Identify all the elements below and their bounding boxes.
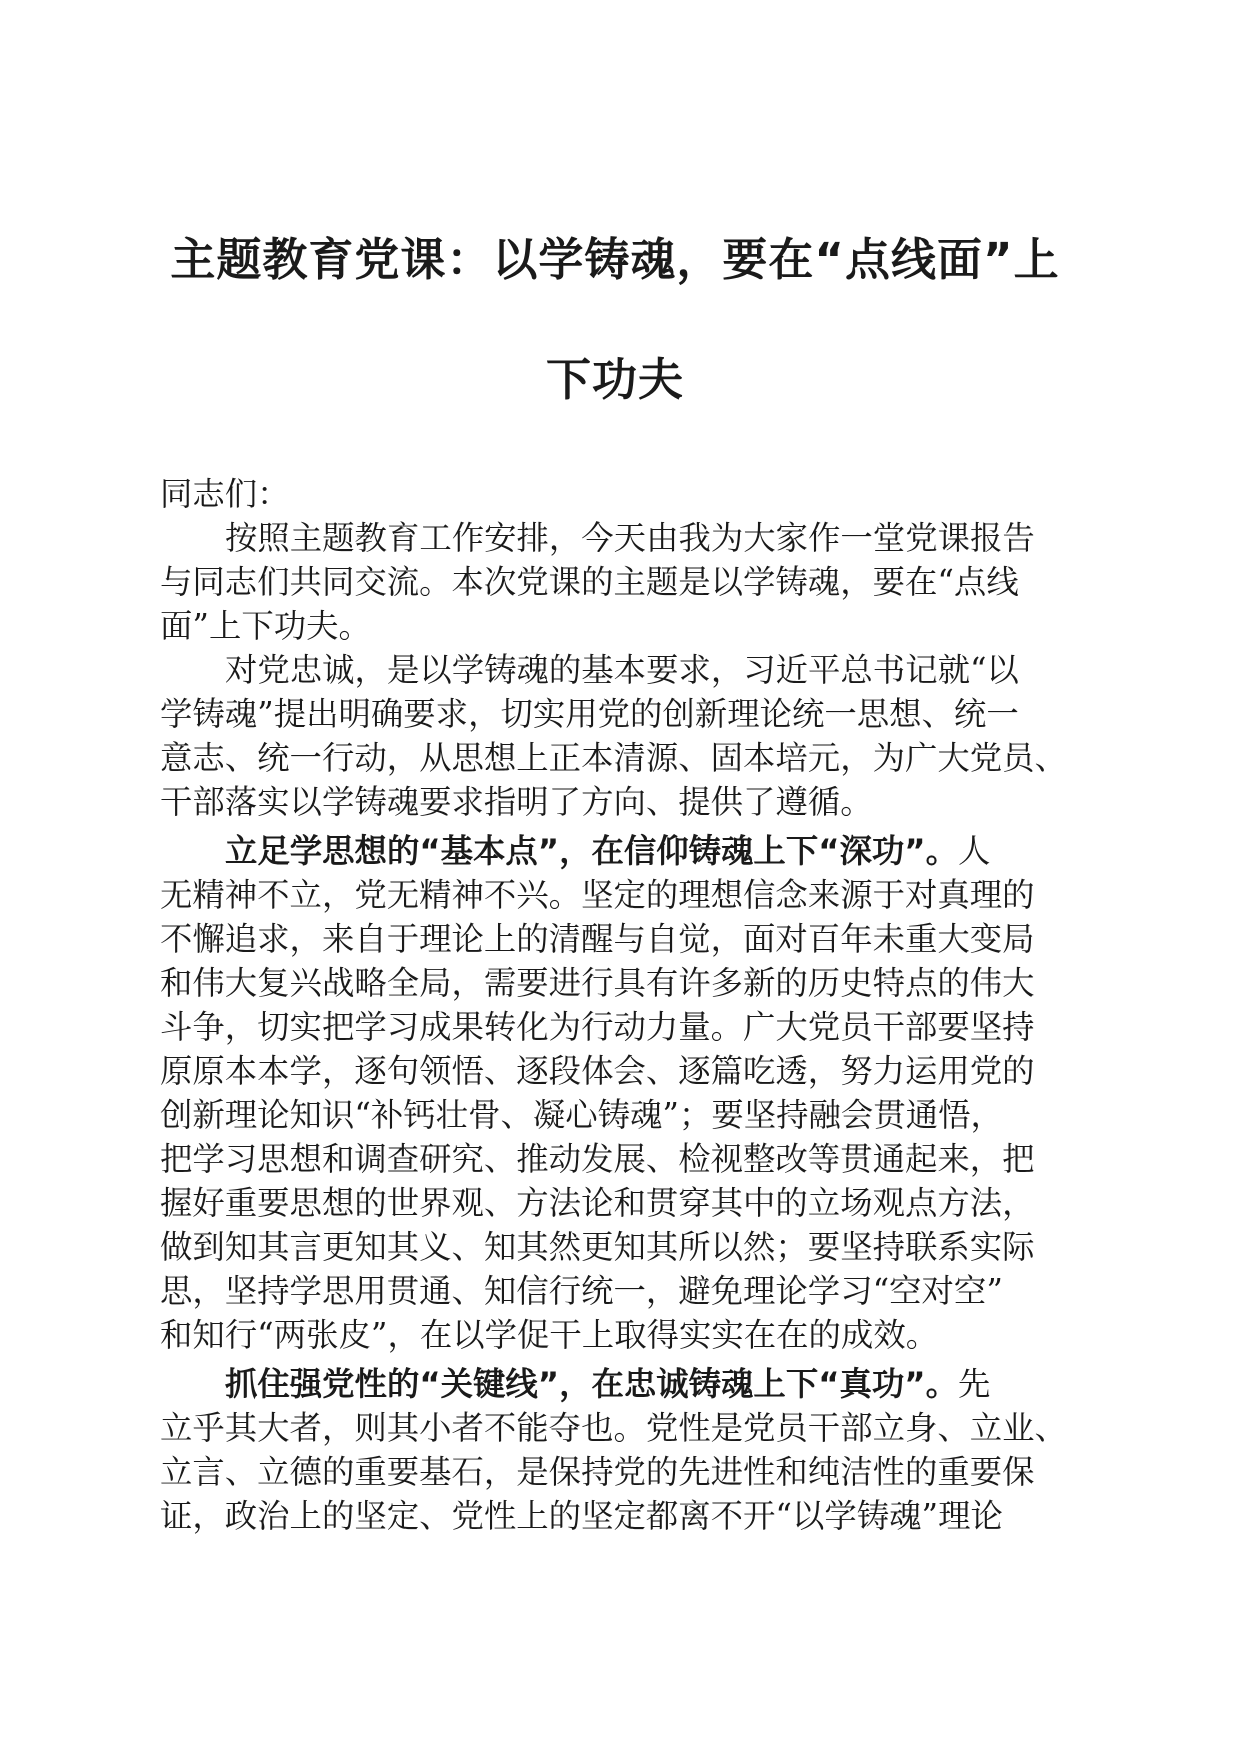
salutation: 同志们： (160, 475, 290, 513)
paragraph-1-line: 面”上下功夫。 (160, 607, 371, 645)
document-title-line-1: 主题教育党课：以学铸魂，要在“点线面”上 (170, 233, 1060, 286)
paragraph-3-line: 斗争，切实把学习成果转化为行动力量。广大党员干部要坚持 (160, 1008, 1035, 1046)
paragraph-1-line: 按照主题教育工作安排，今天由我为大家作一堂党课报告 (225, 519, 1035, 557)
document-title-line-2: 下功夫 (545, 353, 684, 406)
paragraph-2-line: 干部落实以学铸魂要求指明了方向、提供了遵循。 (160, 783, 873, 821)
paragraph-3-line: 无精神不立，党无精神不兴。坚定的理想信念来源于对真理的 (160, 876, 1035, 914)
paragraph-4-text: 先 (957, 1365, 991, 1403)
paragraph-4-line: 证，政治上的坚定、党性上的坚定都离不开“以学铸魂”理论 (160, 1497, 1003, 1535)
paragraph-3-heading: 立足学思想的“基本点”，在信仰铸魂上下“深功”。 (225, 832, 958, 870)
paragraph-3-first-line (160, 829, 1080, 873)
paragraph-3-line: 和伟大复兴战略全局，需要进行具有许多新的历史特点的伟大 (160, 964, 1035, 1002)
paragraph-4-line: 立言、立德的重要基石，是保持党的先进性和纯洁性的重要保 (160, 1453, 1035, 1491)
paragraph-3-text: 人 (957, 832, 991, 870)
paragraph-4-line: 立乎其大者，则其小者不能夺也。党性是党员干部立身、立业、 (160, 1409, 1067, 1447)
paragraph-3-line: 原原本本学，逐句领悟、逐段体会、逐篇吃透，努力运用党的 (160, 1052, 1035, 1090)
paragraph-3-line: 把学习思想和调查研究、推动发展、检视整改等贯通起来，把 (160, 1140, 1035, 1178)
paragraph-2-line: 意志、统一行动，从思想上正本清源、固本培元，为广大党员、 (160, 739, 1067, 777)
paragraph-3-line: 和知行“两张皮”，在以学促干上取得实实在在的成效。 (160, 1316, 939, 1354)
paragraph-2-line: 学铸魂”提出明确要求，切实用党的创新理论统一思想、统一 (160, 695, 1019, 733)
paragraph-3-line: 不懈追求，来自于理论上的清醒与自觉，面对百年未重大变局 (160, 920, 1035, 958)
paragraph-4-heading: 抓住强党性的“关键线”，在忠诚铸魂上下“真功”。 (225, 1365, 958, 1403)
document-body (160, 472, 1080, 1538)
paragraph-3-line: 创新理论知识“补钙壮骨、凝心铸魂”；要坚持融会贯通悟， (160, 1096, 1003, 1134)
paragraph-2-line: 对党忠诚，是以学铸魂的基本要求，习近平总书记就“以 (225, 651, 1019, 689)
paragraph-3-line: 做到知其言更知其义、知其然更知其所以然；要坚持联系实际 (160, 1228, 1035, 1266)
paragraph-1-line: 与同志们共同交流。本次党课的主题是以学铸魂，要在“点线 (160, 563, 1019, 601)
paragraph-3-line: 思，坚持学思用贯通、知信行统一，避免理论学习“空对空” (160, 1272, 1003, 1310)
paragraph-4-first-line (160, 1362, 1080, 1406)
paragraph-3-line: 握好重要思想的世界观、方法论和贯穿其中的立场观点方法， (160, 1184, 1035, 1222)
